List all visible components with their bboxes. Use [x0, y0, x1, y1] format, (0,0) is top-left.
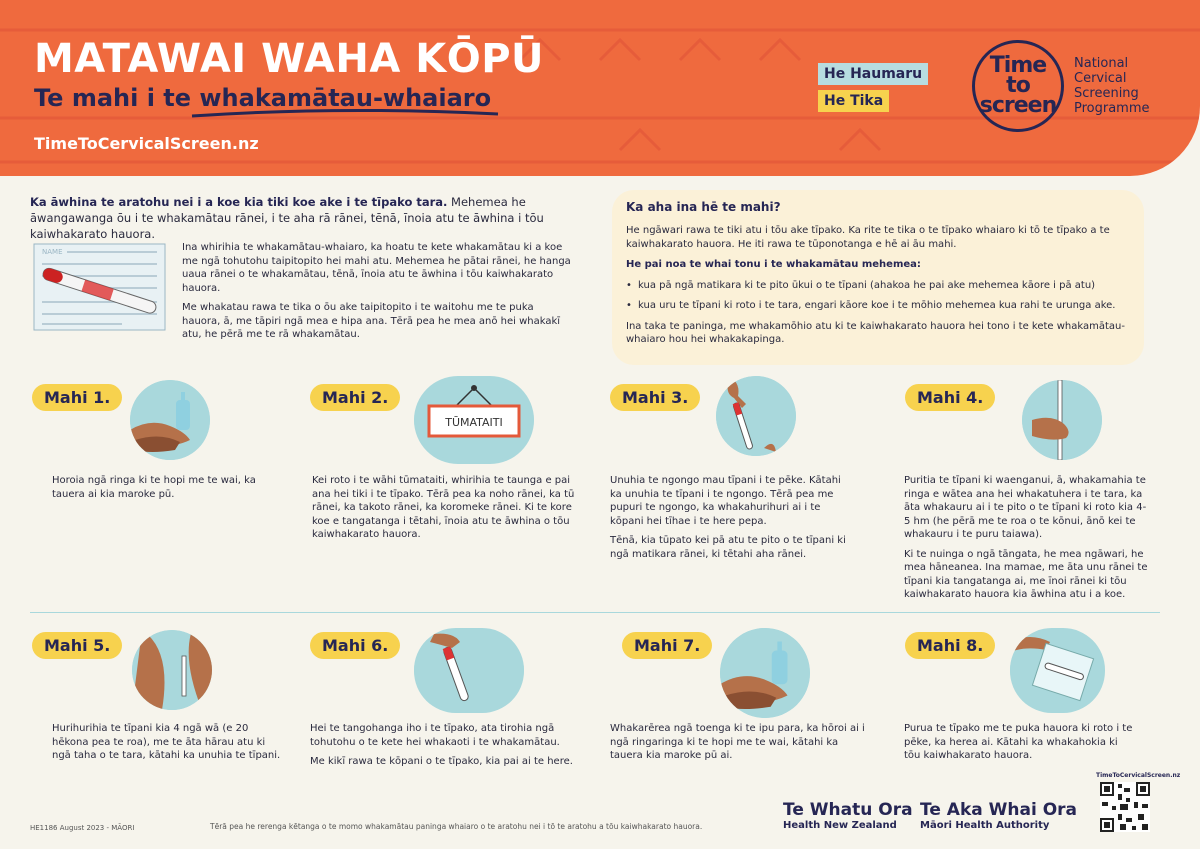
- step-5-text: [52, 722, 282, 769]
- step-4-label: Mahi 4.: [905, 384, 995, 411]
- step-6-paragraph-2: Me kikī rawa te kōpani o te tīpako, kia pai ai te here.: [310, 756, 573, 767]
- section-divider: [30, 612, 1160, 613]
- tag-haumaru: He Haumaru: [818, 63, 928, 85]
- org1-sub: Health New Zealand: [783, 820, 897, 831]
- step-6-paragraph-1: Hei te tangohanga iho i te tīpako, ata tirohia ngā tohutohu o te kete hei whakaoti i te whakamātau.: [310, 723, 560, 748]
- step-7-paragraph: Whakarērea ngā toenga ki te ipu para, ka hōroi ai i ngā ringaringa ki te hopi me te wai, kātahi ka tauera kia maroke pū ai.: [610, 723, 865, 761]
- subtitle-underline: [190, 108, 500, 120]
- te-aka-whai-ora-logo: [920, 800, 1077, 831]
- step-4-text: [904, 474, 1149, 608]
- rotate-swab-icon: [132, 630, 212, 710]
- header-banner: [0, 0, 1200, 176]
- kit-name-label: NAME: [42, 248, 63, 256]
- handwash-icon: [720, 628, 810, 718]
- privacy-sign-text: TŪMATAITI: [445, 416, 503, 429]
- step-3-text: [610, 474, 850, 567]
- step-1-text: [52, 474, 272, 507]
- test-kit-illustration: [32, 242, 167, 332]
- step-4-paragraph-2: Ki te nuinga o ngā tāngata, he mea ngāwari, he mea hāneanea. Ina mamae, me āta unu rānei te tīpani kia tangatanga ai, me īnoi rānei ki tōu kaiwhakarato hauora kia āwhina atu i a koe.: [904, 548, 1148, 600]
- step-8-label: Mahi 8.: [905, 632, 995, 659]
- intro-paragraph-2: Me whakatau rawa te tika o ōu ake taipitopito i te waitohu me te puka hauora, ā, me tāpiri ngā mea e hipa ana. Tērā pea he mea anō hei whakakī atu, he pērā me te rā whakamātau.: [182, 302, 561, 340]
- page-title: MATAWAI WAHA KŌPŪ: [34, 36, 545, 82]
- website-link[interactable]: TimeToCervicalScreen.nz: [34, 134, 259, 153]
- step-2-paragraph: Kei roto i te wāhi tūmataiti, whirihia te taunga e pai ana hei tiki i te tīpako. Tērā pea ka noho rānei, ka tū rānei, ka takoto rānei, ka koromeke rānei. Ki te kore koe e tangatanga i tētahi, īnoia atu te āwhina o tōu kaiwhakarato hauora.: [312, 475, 575, 540]
- callout-paragraph-3: Ina taka te paninga, me whakamōhio atu ki te kaiwhakarato hauora hei tono i te kete whakamātau-whaiaro hou hei whakakapinga.: [626, 320, 1126, 345]
- org2-sub: Māori Health Authority: [920, 820, 1050, 831]
- qr-url: TimeToCervicalScreen.nz: [1096, 772, 1181, 779]
- intro-rest: Mehemea he āwangawanga ōu i te whakamātau rānei, i te aha rā rānei, tēnā, īnoia atu te āwhina i tōu kaiwhakarato hauora.: [30, 195, 544, 241]
- step-6-text: [310, 722, 575, 775]
- tag-tika: He Tika: [818, 90, 889, 112]
- step-6-label: Mahi 6.: [310, 632, 400, 659]
- step-2-text: [312, 474, 582, 548]
- step-8-text: [904, 722, 1134, 769]
- step-8-paragraph: Purua te tīpako me te puka hauora ki roto i te pēke, ka herea ai. Kātahi ka whakahokia ki tōu kaiwhakarato hauora.: [904, 723, 1133, 761]
- handwash-icon: [130, 380, 210, 460]
- hold-swab-icon: [1022, 380, 1102, 460]
- step-2-label: Mahi 2.: [310, 384, 400, 411]
- step-3-label: Mahi 3.: [610, 384, 700, 411]
- intro-text: [30, 194, 570, 242]
- org1-name: Te Whatu Ora: [783, 800, 913, 820]
- step-5-label: Mahi 5.: [32, 632, 122, 659]
- step-4-paragraph-1: Puritia te tīpani ki waenganui, ā, whakamahia te ringa e wātea ana hei whakatuhera i te tara, ka āta whakauru ai i te pito o te tīpani ki roto kia 4-5 hm (he pērā me te roa o te kōnui, ānō kei te whakauru i te puru taiawa).: [904, 475, 1147, 540]
- return-swab-icon: [414, 628, 524, 713]
- step-7-text: [610, 722, 870, 769]
- swab-unwrap-icon: [716, 376, 796, 456]
- logo-line-2: screen: [979, 93, 1057, 118]
- privacy-sign-icon: [414, 376, 534, 464]
- qr-code-icon[interactable]: [1100, 782, 1150, 832]
- step-1-paragraph: Horoia ngā ringa ki te hopi me te wai, ka tauera ai kia maroke pū.: [52, 475, 256, 500]
- te-whatu-ora-logo: [783, 800, 913, 831]
- page-subtitle: Te mahi i te whakamātau-whaiaro: [34, 84, 492, 112]
- time-to-screen-logo: [972, 40, 1064, 132]
- step-7-label: Mahi 7.: [622, 632, 712, 659]
- callout-list: [626, 279, 1130, 313]
- callout-paragraph-2: He pai noa te whai tonu i te whakamātau mehemea:: [626, 259, 921, 270]
- logo-line-1: Time to: [989, 53, 1047, 98]
- programme-name: National Cervical Screening Programme: [1074, 56, 1150, 116]
- callout-bullet: • kua uru te tīpani ki roto i te tara, engari kāore koe i te mōhio mehemea kua rahi te urunga ake.: [626, 299, 1130, 313]
- footer-note: Tērā pea he rerenga kētanga o te momo whakamātau paninga whaiaro o te aratohu nei i tō te aratohu a tōu kaiwhakarato hauora.: [210, 822, 703, 831]
- step-3-paragraph-2: Tēnā, kia tūpato kei pā atu te pito o te tīpani ki ngā matikara rānei, ki tētahi aha rānei.: [610, 535, 846, 560]
- callout-bullet: • kua pā ngā matikara ki te pito ūkui o te tīpani (ahakoa he pai ake mehemea kāore i pā atu): [626, 279, 1130, 293]
- step-1-label: Mahi 1.: [32, 384, 122, 411]
- step-5-paragraph: Hurihurihia te tīpani kia 4 ngā wā (e 20 hēkona pea te roa), me te āta hārau atu ki ngā taha o te tara, kātahi ka unuhia te tīpani.: [52, 723, 281, 761]
- bag-sample-icon: [1010, 628, 1105, 713]
- callout-title: Ka aha ina hē te mahi?: [626, 200, 781, 214]
- org2-name: Te Aka Whai Ora: [920, 800, 1078, 820]
- step-3-paragraph-1: Unuhia te ngongo mau tīpani i te pēke. Kātahi ka unuhia te tīpani i te ngongo. Tērā pea me pupuri te ngongo, ka whakahurihuri ai i te kōpani hei tīhae i te here pepa.: [610, 475, 841, 527]
- document-code: HE1186 August 2023 - MĀORI: [30, 824, 135, 832]
- intro-bold: Ka āwhina te aratohu nei i a koe kia tiki koe ake i te tīpako tara.: [30, 195, 448, 209]
- what-if-callout: [612, 190, 1144, 365]
- callout-paragraph-1: He ngāwari rawa te tiki atu i tōu ake tīpako. Ka rite te tika o te tīpako whaiaro ki tō te tīpako a te kaiwhakarato hauora. He iti rawa te tūponotanga e hē ai āu mahi.: [626, 225, 1110, 250]
- intro-details: [182, 241, 572, 348]
- intro-paragraph-1: Ina whirihia te whakamātau-whaiaro, ka hoatu te kete whakamātau ki a koe me ngā tohutohu taipitopito hei mahi atu. Mehemea he pātai rānei, he hanga uaua rānei o te whakamātau, tēnā, īnoia atu te āwhina i tōu kaiwhakarato hauora.: [182, 242, 571, 294]
